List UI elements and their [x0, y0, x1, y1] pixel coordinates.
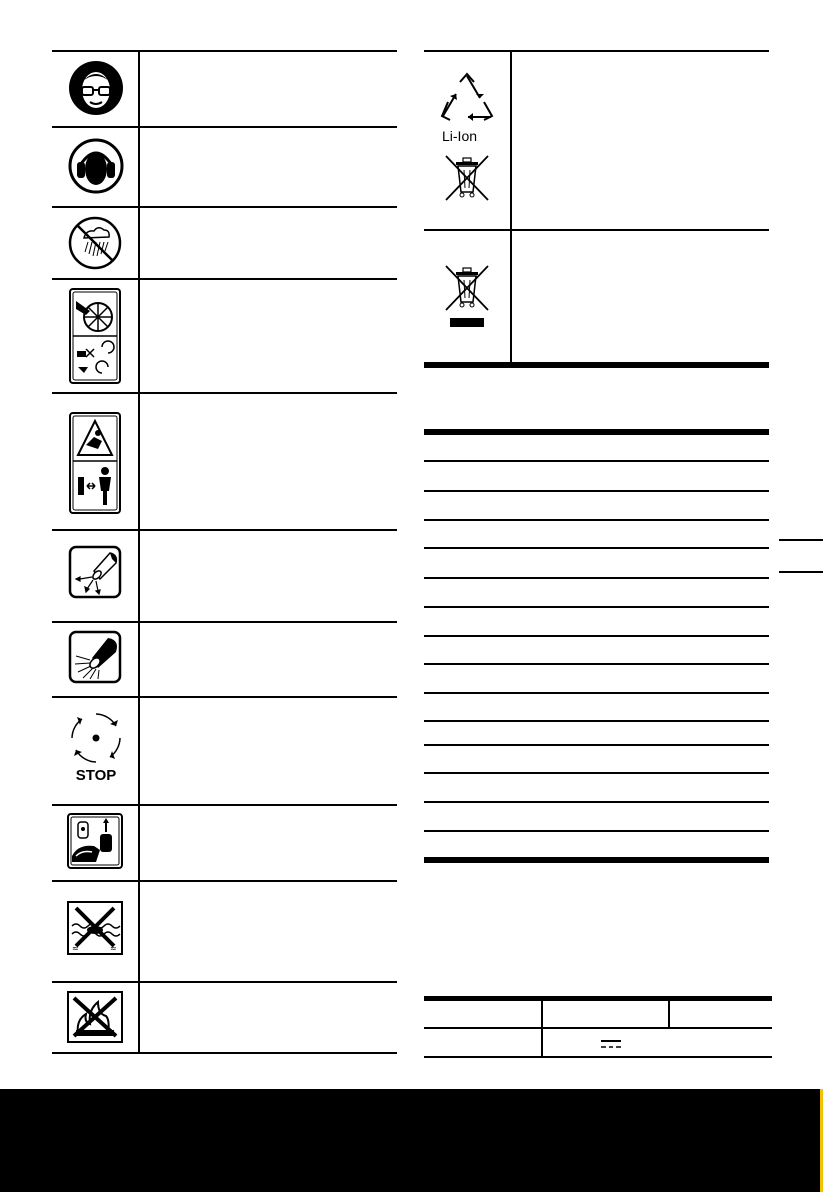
no-rain-icon [68, 216, 122, 270]
spec-row-rule [424, 744, 769, 746]
rotating-blade-hand-icon [68, 287, 122, 385]
row-rule [424, 229, 769, 231]
svg-text:≈: ≈ [72, 944, 79, 953]
spec-table-top-rule [424, 429, 769, 435]
spec-row-rule [424, 801, 769, 803]
spec-table-bottom-rule [424, 857, 769, 863]
battery-row-rule [424, 1027, 772, 1029]
row-rule [52, 880, 397, 882]
spec-row-rule [424, 830, 769, 832]
row-rule [52, 529, 397, 531]
ear-protection-icon [68, 138, 124, 194]
row-rule [52, 981, 397, 983]
right-table-bottom-rule [424, 362, 769, 368]
row-rule [52, 278, 397, 280]
spec-row-rule [424, 692, 769, 694]
recycle-liion-icon [436, 72, 498, 144]
side-tab-mark-top [779, 539, 823, 541]
side-tab-mark-bottom [779, 571, 823, 573]
spec-row-rule [424, 663, 769, 665]
no-fire-icon [66, 990, 124, 1044]
bystanders-distance-icon [68, 411, 122, 515]
thrown-debris-icon [68, 630, 122, 684]
dc-symbol [601, 1037, 621, 1055]
row-rule [52, 621, 397, 623]
spec-row-rule [424, 490, 769, 492]
battery-col-divider [668, 996, 670, 1028]
spec-row-rule [424, 519, 769, 521]
left-table-bottom-rule [52, 1052, 397, 1054]
left-table-top-rule [52, 50, 397, 52]
weee-bin-icon [442, 152, 492, 204]
left-table-divider [138, 50, 140, 1054]
li-ion-label: Li-Ion [442, 128, 478, 144]
battery-table-top-rule [424, 996, 772, 1001]
spec-row-rule [424, 547, 769, 549]
spec-row-rule [424, 606, 769, 608]
spec-row-rule [424, 635, 769, 637]
stop-blade-icon [64, 708, 128, 784]
row-rule [52, 804, 397, 806]
safety-glasses-icon [68, 60, 124, 116]
footer-bar [0, 1089, 823, 1192]
remove-battery-icon [66, 812, 124, 870]
stop-label: STOP [75, 767, 117, 784]
battery-table-bottom-rule [424, 1056, 772, 1058]
spec-row-rule [424, 460, 769, 462]
spec-row-rule [424, 577, 769, 579]
flying-objects-icon [68, 545, 122, 599]
row-rule [52, 392, 397, 394]
right-table-divider [510, 50, 512, 364]
svg-text:≈: ≈ [110, 944, 117, 953]
spec-row-rule [424, 772, 769, 774]
row-rule [52, 126, 397, 128]
no-water-icon [66, 900, 124, 956]
right-table-top-rule [424, 50, 769, 52]
row-rule [52, 206, 397, 208]
row-rule [52, 696, 397, 698]
weee-bin-bar-icon [442, 262, 492, 334]
spec-row-rule [424, 720, 769, 722]
